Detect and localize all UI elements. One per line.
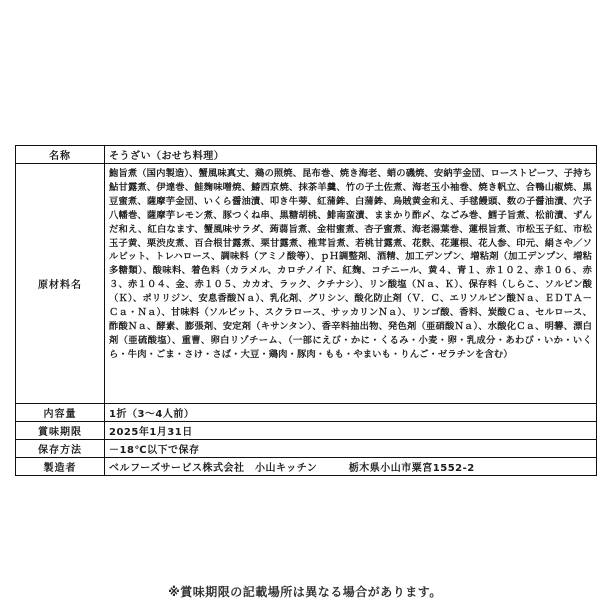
row-value-name: そうざい（おせち料理） — [105, 146, 597, 164]
row-value-quantity: 1折（3～4人前） — [105, 404, 597, 422]
row-label-name: 名称 — [16, 146, 105, 164]
table-row-name — [16, 146, 597, 164]
table-row-ingredients — [16, 164, 597, 404]
row-value-ingredients: 鮑旨煮（国内製造）、蟹風味真丈、鶏の照焼、昆布巻、焼き海老、蛸の磯焼、安納芋金団、ローストビーフ、子持ち鮎甘露煮、伊達巻、鮭麹味噌焼、鰆西京焼、抹茶羊羹、竹の子土佐煮、海老玉小袖巻、焼き帆立、合鴨山椒焼、黒豆蜜煮、薩摩芋金団、いくら醤油漬、叩き牛蒡、紅蒲鉾、白蒲鉾、烏賊黄金和え、手毬饅頭、数の子醤油漬、穴子八幡巻、薩摩芋レモン煮、豚つくね串、黒糖胡桃、鯡南蛮漬、ままかり酢〆、なごみ巻、鱈子旨煮、松前漬、ずんだ和え、紅白なます、蟹風味サラダ、蒟蒻旨煮、金柑蜜煮、杏子蜜煮、海老湯葉巻、蓮根旨煮、市松玉子紅、市松玉子黄、栗渋皮煮、百合根甘露煮、栗甘露煮、椎茸旨煮、若桃甘露煮、花麩、花蓮根、花人参、印元、絹さや／ソルビット、トレハロース、調味料（アミノ酸等）、ｐＨ調整剤、酒精、加工デンプン、増粘剤（加工デンプン、増粘多糖類）、酸味料、着色料（カラメル、カロチノイド、紅麹、コチニール、黄４、青１、赤１０２、赤１０６、赤３、赤１０４、金、赤１０５、カカオ、ラック、クチナシ）、リン酸塩（Ｎａ、Ｋ）、保存料（しらこ、ソルビン酸（Ｋ）、ポリリジン、安息香酸Ｎａ）、乳化剤、グリシン、酸化防止剤（Ｖ．Ｃ、エリソルビン酸Ｎａ、ＥＤＴＡ－Ｃａ・Ｎａ）、甘味料（ソルビット、スクラロース、サッカリンＮａ）、リンゴ酸、香料、炭酸Ｃａ、セルロース、酢酸Ｎａ、酵素、膨張剤、安定剤（キサンタン）、香辛料抽出物、発色剤（亜硝酸Ｎａ）、水酸化Ｃａ、明礬、漂白剤（亜硫酸塩）、重曹、卵白リゾチーム、（一部にえび・かに・くるみ・小麦・卵・乳成分・あわび・いか・いくら・牛肉・ごま・さけ・さば・大豆・鶏肉・豚肉・もも・やまいも・りんご・ゼラチンを含む） — [105, 164, 597, 404]
food-label-table — [15, 145, 597, 476]
footnote-text: ※賞味期限の記載場所は異なる場合があります。 — [168, 585, 442, 599]
row-label-expiry: 賞味期限 — [16, 422, 105, 440]
row-label-ingredients: 原材料名 — [16, 164, 105, 404]
row-label-storage: 保存方法 — [16, 440, 105, 458]
table-row-expiry — [16, 422, 597, 440]
row-label-quantity: 内容量 — [16, 404, 105, 422]
table-row-manufacturer — [16, 458, 597, 476]
row-value-expiry: 2025年1月31日 — [105, 422, 597, 440]
table-row-storage — [16, 440, 597, 458]
row-value-storage: －18℃以下で保存 — [105, 440, 597, 458]
table-row-quantity — [16, 404, 597, 422]
row-value-manufacturer: ベルフーズサービス株式会社 小山キッチン 栃木県小山市粟宮1552-2 — [105, 458, 597, 476]
row-label-manufacturer: 製造者 — [16, 458, 105, 476]
